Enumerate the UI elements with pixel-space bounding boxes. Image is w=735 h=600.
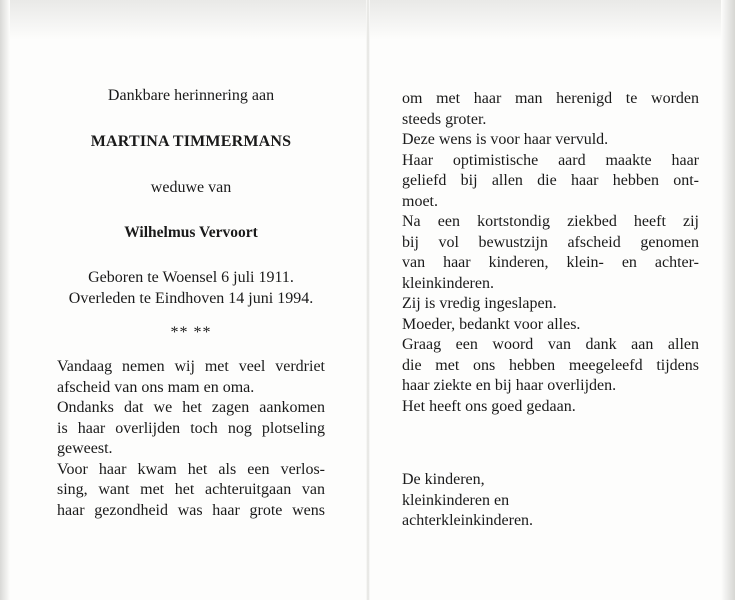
- text-line: haar ziekte en bij haar overlijden.: [402, 377, 617, 394]
- text-line: Ondanks dat we het zagen aankomen: [57, 399, 325, 416]
- text-line: Het heeft ons goed gedaan.: [402, 397, 576, 415]
- text-line: Vandaag nemen wij met veel verdriet: [57, 358, 325, 375]
- text-line: Deze wens is voor haar vervuld.: [402, 131, 609, 148]
- intro-text: Dankbare herinnering aan: [107, 87, 275, 104]
- card-fold: [366, 0, 370, 600]
- signature-line: achterkleinkinderen.: [402, 512, 534, 529]
- text-line: bij vol bewustzijn afscheid genomen: [402, 233, 699, 251]
- deceased-name: MARTINA TIMMERMANS: [90, 133, 292, 150]
- text-line: Na een kortstondig ziekbed heeft zij: [402, 213, 699, 230]
- widow-text: weduwe van: [150, 179, 232, 196]
- text-line: geliefd bij allen die haar hebben ont-: [402, 172, 699, 189]
- text-line: steeds groter.: [402, 110, 487, 128]
- text-line: sing, want met het achteruitgaan van: [57, 481, 325, 498]
- text-line: haar gezondheid was haar grote wens: [57, 501, 325, 519]
- text-line: Voor haar kwam het als een verlos-: [57, 460, 325, 478]
- text-line: geweest.: [57, 440, 113, 457]
- text-line: Zij is vredig ingeslapen.: [402, 295, 557, 312]
- text-line: is haar overlijden toch nog plotseling: [57, 419, 325, 437]
- death-line: Overleden te Eindhoven 14 juni 1994.: [68, 290, 314, 307]
- signature-line: kleinkinderen en: [402, 491, 510, 509]
- text-line: om met haar man herenigd te worden: [402, 90, 699, 107]
- birth-line: Geboren te Woensel 6 juli 1911.: [88, 269, 294, 286]
- left-body: [57, 357, 325, 521]
- text-line: Haar optimistische aard maakte haar: [402, 151, 699, 169]
- signature-line: De kinderen,: [402, 471, 485, 488]
- right-body: [402, 89, 699, 417]
- text-line: van haar kinderen, klein- en achter-: [402, 254, 699, 271]
- signature: [402, 470, 699, 532]
- text-line: Moeder, bedankt voor alles.: [402, 315, 581, 333]
- text-line: Graag een woord van dank aan allen: [402, 336, 699, 353]
- husband-name: Wilhelmus Vervoort: [124, 224, 258, 241]
- text-line: die met ons hebben meegeleefd tijdens: [402, 356, 699, 374]
- text-line: afscheid van ons mam en oma.: [57, 378, 255, 396]
- separator: ** **: [170, 324, 212, 341]
- text-line: moet.: [402, 192, 438, 210]
- scan-shading-left: [0, 0, 10, 600]
- text-line: kleinkinderen.: [402, 274, 494, 292]
- scan-shading-right: [721, 0, 735, 600]
